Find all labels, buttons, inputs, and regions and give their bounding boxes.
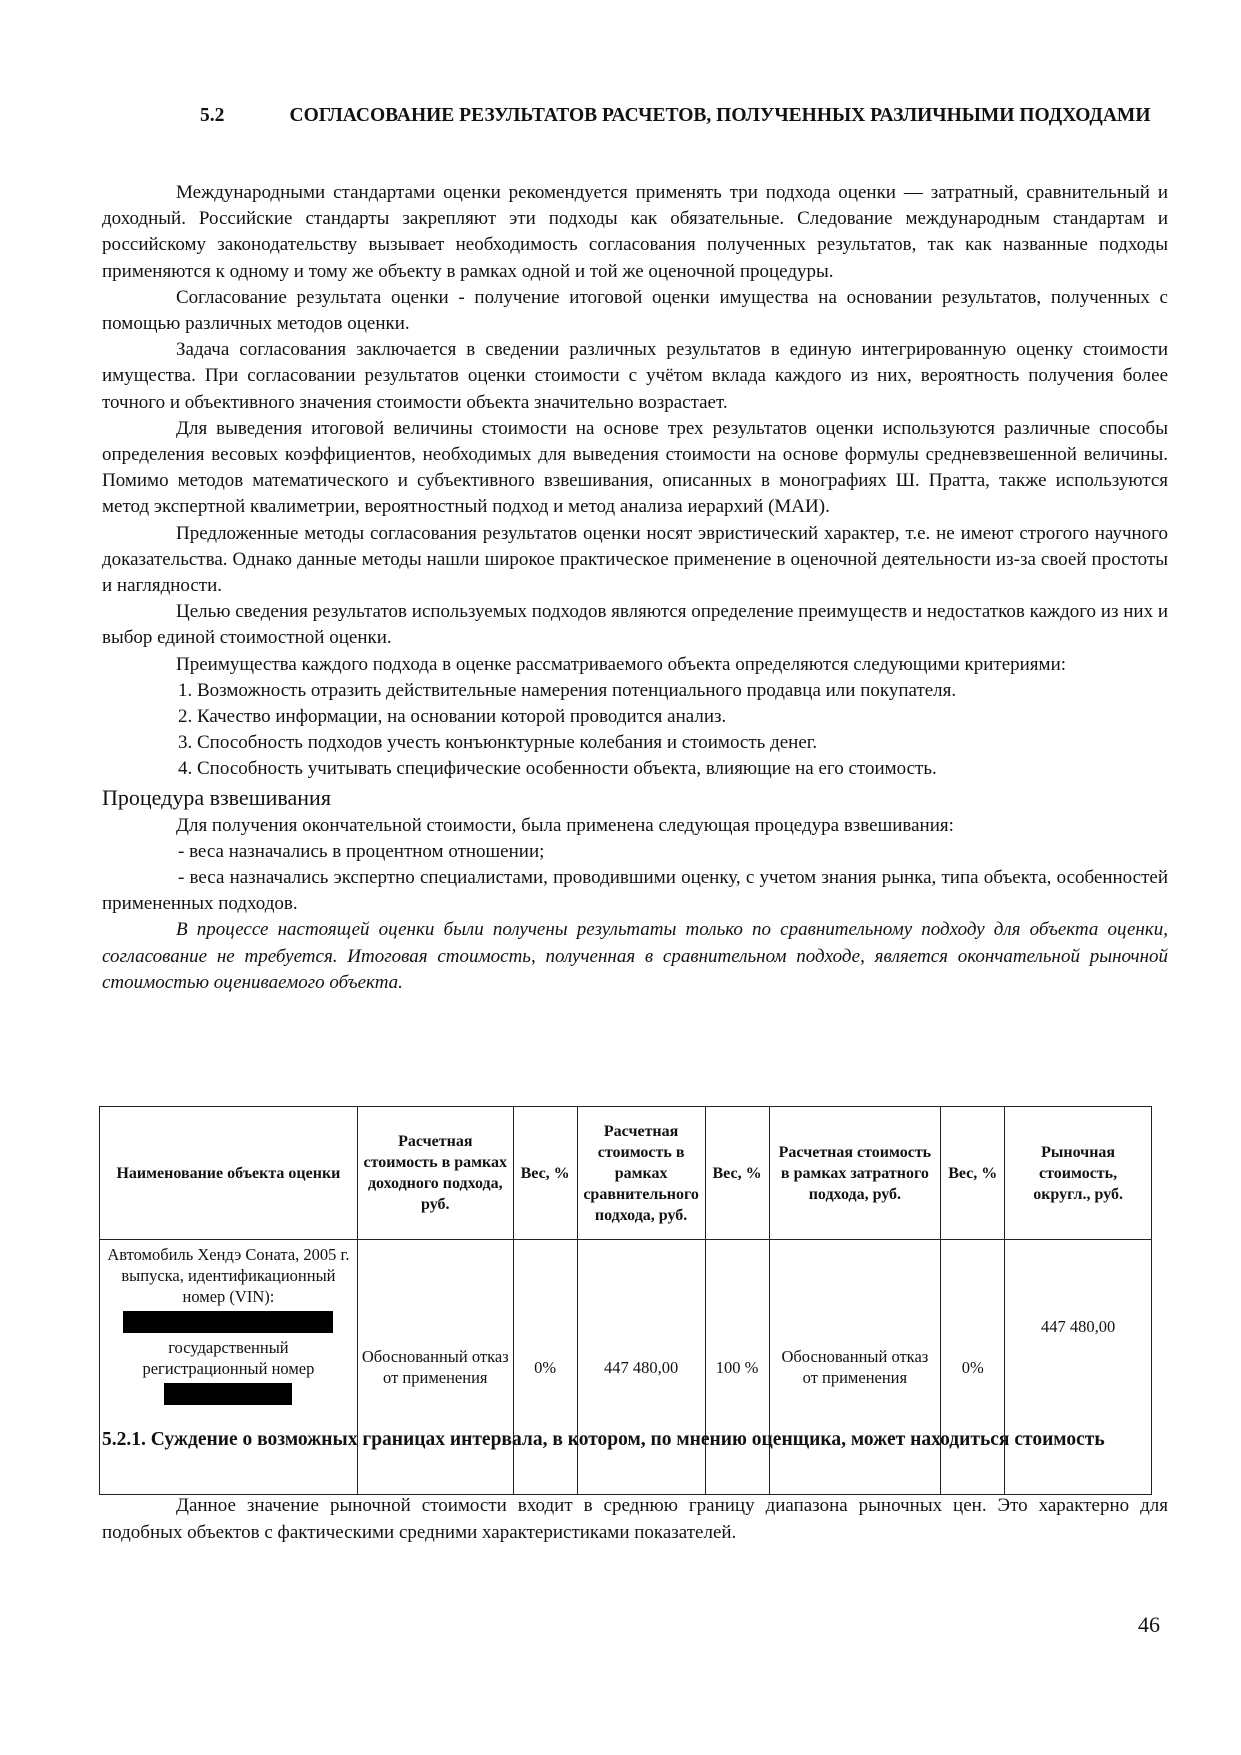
page-number: 46 — [1138, 1612, 1160, 1637]
body-text — [102, 180, 1168, 996]
paragraph: Для выведения итоговой величины стоимости на основе трех результатов оценки используются различные способы определения весовых коэффициентов, необходимых для выведения стоимости на основе формулы средневзвешенной величины. Помимо методов математического и субъективного взвешивания, описанных в монографиях Ш. Пратта, также используются метод экспертной квалиметрии, вероятностный подход и метод анализа иерархий (МАИ). — [102, 417, 1168, 518]
table-header: Рыночная стоимость, округл., руб. — [1005, 1107, 1152, 1240]
criteria-item: 1. Возможность отразить действительные намерения потенциального продавца или покупателя. — [178, 679, 957, 701]
subsection-heading: 5.2.1. Суждение о возможных границах интервала, в котором, по мнению оценщика, может находиться стоимость — [102, 1429, 1105, 1450]
paragraph: Согласование результата оценки - получение итоговой оценки имущества на основании результатов, полученных с помощью различных методов оценки. — [102, 286, 1168, 335]
paragraph: Преимущества каждого подхода в оценке рассматриваемого объекта определяются следующими критериями: — [176, 653, 1067, 675]
redacted-reg-number — [164, 1383, 292, 1405]
income-value-cell: Обоснованный отказ от применения — [357, 1240, 513, 1495]
section-number: 5.2 — [200, 105, 225, 126]
table-header: Вес, % — [513, 1107, 577, 1240]
criteria-item: 2. Качество информации, на основании которой проводится анализ. — [178, 706, 727, 728]
table-header: Расчетная стоимость в рамках затратного подхода, руб. — [769, 1107, 941, 1240]
comparative-weight-cell: 100 % — [705, 1240, 769, 1495]
object-reg-label: государственный регистрационный номер — [142, 1338, 315, 1378]
section-title: СОГЛАСОВАНИЕ РЕЗУЛЬТАТОВ РАСЧЕТОВ, ПОЛУЧЕННЫХ РАЗЛИЧНЫМИ ПОДХОДАМИ — [289, 105, 1151, 126]
conclusion-text — [102, 1492, 1168, 1546]
object-name: Автомобиль Хендэ Соната, 2005 г. выпуска, идентификационный номер (VIN): — [107, 1245, 350, 1306]
comparative-value-cell: 447 480,00 — [577, 1240, 705, 1495]
redacted-vin — [123, 1311, 333, 1333]
cost-value-cell: Обоснованный отказ от применения — [769, 1240, 941, 1495]
procedure-item: - веса назначались в процентном отношении; — [178, 840, 545, 862]
procedure-item: - веса назначались экспертно специалистами, проводившими оценку, с учетом знания рынка, типа объекта, особенностей примененных подходов. — [102, 867, 1168, 915]
table-header: Вес, % — [705, 1107, 769, 1240]
table-header: Наименование объекта оценки — [100, 1107, 358, 1240]
paragraph: Задача согласования заключается в сведении различных результатов в единую интегрированную оценку стоимости имущества. При согласовании результатов оценки стоимости с учётом вклада каждого из них, вероятность получения более точного и объективного значения стоимости объекта значительно возрастает. — [102, 339, 1168, 413]
table-header-row — [100, 1107, 1152, 1240]
paragraph: Предложенные методы согласования результатов оценки носят эвристический характер, т.е. не имеют строгого научного доказательства. Однако данные методы нашли широкое практическое применение в оценочной деятельности из-за своей простоты и наглядности. — [102, 522, 1168, 597]
section-heading — [190, 102, 1160, 129]
income-weight-cell: 0% — [513, 1240, 577, 1495]
criteria-item: 3. Способность подходов учесть конъюнктурные колебания и стоимость денег. — [178, 732, 818, 754]
paragraph: Международными стандартами оценки рекомендуется применять три подхода оценки — затратный, сравнительный и доходный. Российские стандарты закрепляют эти подходы как обязательные. Следование международным стандартам и российскому законодательству вызывает необходимость согласования полученных результатов, так как названные подходы применяются к одному и тому же объекту в рамках одной и той же оценочной процедуры. — [102, 182, 1168, 282]
paragraph: Целью сведения результатов используемых подходов являются определение преимуществ и недостатков каждого из них и выбор единой стоимостной оценки. — [102, 601, 1168, 649]
table-header: Расчетная стоимость в рамках доходного подхода, руб. — [357, 1107, 513, 1240]
procedure-note: В процессе настоящей оценки были получены результаты только по сравнительному подходу для объекта оценки, согласование не требуется. Итоговая стоимость, полученная в сравнительном подходе, является окончательной рыночной стоимостью оцениваемого объекта. — [102, 919, 1168, 993]
criteria-item: 4. Способность учитывать специфические особенности объекта, влияющие на его стоимость. — [178, 758, 937, 780]
cost-weight-cell: 0% — [941, 1240, 1005, 1495]
procedure-intro: Для получения окончательной стоимости, была применена следующая процедура взвешивания: — [176, 814, 954, 836]
conclusion-paragraph: Данное значение рыночной стоимости входит в среднюю границу диапазона рыночных цен. Это характерно для подобных объектов с фактическими средними характеристиками показателей. — [102, 1495, 1168, 1543]
table-row — [100, 1240, 1152, 1495]
market-value-cell: 447 480,00 — [1005, 1240, 1152, 1495]
table-header: Вес, % — [941, 1107, 1005, 1240]
object-name-cell — [100, 1240, 358, 1495]
procedure-title: Процедура взвешивания — [102, 784, 331, 810]
table-header: Расчетная стоимость в рамках сравнительного подхода, руб. — [577, 1107, 705, 1240]
